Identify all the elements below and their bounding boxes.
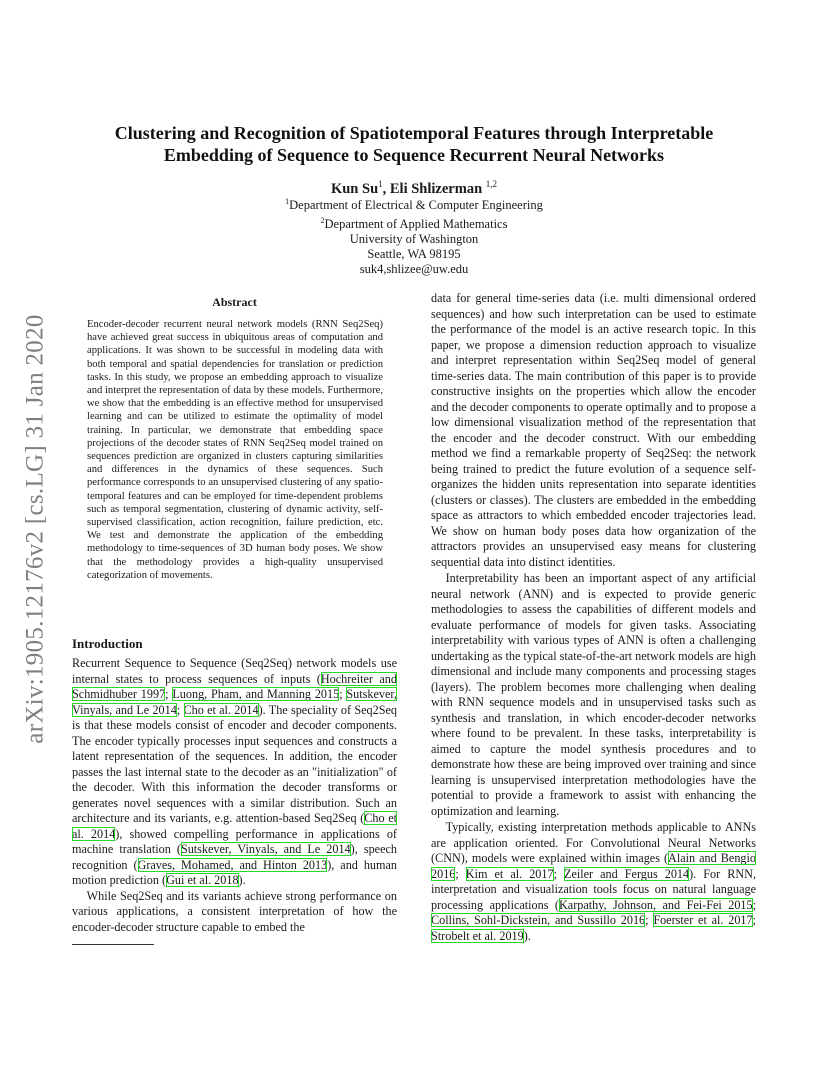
- paper-title: [80, 122, 748, 166]
- university: University of Washington: [349, 232, 479, 247]
- body-text: ). For RNN, interpretation and visualization tools focus on natural language processing applications (: [431, 866, 756, 912]
- author-2-affil-mark: 1,2: [485, 179, 498, 189]
- intro-paragraph-2: While Seq2Seq and its variants achieve strong performance on various applications, a consistent interpretation of how the encoder-decoder structure capable to embed the: [72, 888, 397, 934]
- footnote-rule: [72, 944, 154, 945]
- citation-link[interactable]: Foerster et al. 2017: [653, 913, 753, 927]
- citation-link[interactable]: Gui et al. 2018: [166, 873, 239, 887]
- citation-link[interactable]: Sutskever, Vinyals, and Le 2014: [72, 687, 398, 717]
- right-paragraph-3: [431, 820, 756, 944]
- abstract-heading: Abstract: [212, 295, 257, 309]
- affiliation-2: [80, 213, 748, 232]
- citation-link[interactable]: Sutskever, Vinyals, and Le 2014: [180, 842, 351, 856]
- body-text: ;: [455, 866, 466, 881]
- body-text: Typically, existing interpretation methods applicable to ANNs are application oriented. For Convolutional Neural Networks (CNN), models were explained within images (: [431, 820, 756, 865]
- affiliation-1-mark: 1: [285, 197, 290, 206]
- intro-paragraph-1: [72, 656, 397, 889]
- affiliation-2-text: Department of Applied Mathematics: [324, 217, 508, 232]
- right-column-body: [431, 291, 756, 944]
- affiliations: [80, 194, 748, 277]
- intro-text: ;: [165, 687, 173, 701]
- affiliation-1-text: Department of Electrical & Computer Engineering: [289, 198, 543, 213]
- intro-text: Recurrent Sequence to Sequence (Seq2Seq) network models use internal states to process sequences of inputs (: [72, 656, 397, 686]
- body-text: ;: [553, 866, 564, 881]
- citation-link[interactable]: Cho et al. 2014: [183, 702, 259, 717]
- intro-text: ). The speciality of Seq2Seq is that these models consist of encoder and decoder components. The encoder typically processes input sequences and constructs a latent representation of the sequences. In addition, the encoder passes the last internal state to the decoder as an "initialization" of the decoder. With this information the decoder transforms or generates novel sequences with a similar distribution. Such an architecture and its variants, e.g. attention-based Seq2Seq (: [72, 702, 397, 825]
- citation-link[interactable]: Hochreiter and Schmidhuber 1997: [72, 671, 397, 701]
- intro-text: ;: [176, 702, 184, 717]
- intro-text: ).: [238, 873, 246, 887]
- citation-link[interactable]: Graves, Mohamed, and Hinton 2013: [137, 857, 328, 872]
- citation-link[interactable]: Strobelt et al. 2019: [431, 928, 524, 943]
- body-text: ;: [645, 913, 654, 927]
- citation-link[interactable]: Cho et al. 2014: [72, 811, 397, 841]
- right-paragraph-2: Interpretability has been an important aspect of any artificial neural network (ANN) and is expected to provide generic methodologies to assess the capabilities of different models and evaluate performance of models for given tasks. Associating interpretability with various types of ANN is often a challenging undertaking as the typical state-of-the-art network models are high dimensional and include many components and processing stages (layers). The problem becomes more challenging when dealing with RNN sequence models and in unsupervised tasks such as synthesis and translation, in which encoder-decoder networks where found to be prevalent. In these tasks, interpretability is aimed to capture the model synthesis procedures and to demonstrate how these are being improved over training and since learning is unsupervised interpretation methodologies have the potential to provide a framework to assist with enhancing the optimization and learning.: [431, 571, 756, 818]
- affiliation-2-mark: 2: [320, 216, 325, 226]
- intro-text: ), and human motion prediction (: [72, 857, 398, 887]
- email: suk4,shlizee@uw.edu: [359, 262, 469, 277]
- author-2-name: Eli Shlizerman: [389, 180, 486, 197]
- introduction-heading: Introduction: [72, 636, 143, 651]
- citation-link[interactable]: Alain and Bengio 2016: [431, 851, 756, 881]
- title-line-2: Embedding of Sequence to Sequence Recurrent Neural Networks: [163, 145, 665, 165]
- introduction-body: [72, 656, 397, 935]
- arxiv-id-text: arXiv:1905.12176v2 [cs.LG] 31 Jan 2020: [22, 314, 49, 744]
- abstract-text: Encoder-decoder recurrent neural network models (RNN Seq2Seq) have achieved great success in ubiquitous areas of computation and applications. It was shown to be successful in modeling data with both temporal and spatial dependencies for translation or prediction tasks. In this study, we propose an embedding approach to visualize and interpret the representation of data by these models. Furthermore, we show that the embedding is an effective method for unsupervised learning and can be utilized to estimate the optimality of model training. In particular, we demonstrate that embedding space projections of the decoder states of RNN Seq2Seq model trained on sequences prediction are organized in clusters capturing similarities and differences in the dynamics of these sequences. Such performance corresponds to an unsupervised clustering of any spatio-temporal features and can be employed for time-dependent problems such as temporal segmentation, clustering of dynamic activity, self-supervised classification, action recognition, failure prediction, etc. We test and demonstrate the application of the embedding methodology to time-sequences of 3D human body poses. We show that the methodology provides a high-quality unsupervised categorization of movements.: [87, 319, 383, 581]
- citation-link[interactable]: Kim et al. 2017: [465, 866, 554, 881]
- intro-text: ;: [339, 687, 347, 701]
- body-text: ;: [752, 897, 757, 912]
- citation-link[interactable]: Collins, Sohl-Dickstein, and Sussillo 2016: [431, 913, 646, 927]
- intro-text: ), showed compelling performance in applications of machine translation (: [72, 826, 397, 856]
- right-paragraph-1: data for general time-series data (i.e. multi dimensional ordered sequences) and how such interpretation can be used to estimate the performance of the model is an active research topic. In this paper, we propose a dimension reduction approach to visualize and interpret representation within Seq2Seq model of general time-series data. The main contribution of this paper is to provide constructive insights on the properties which allow the encoder and the decoder components to operate optimally and to propose a low dimensional visualization method of the representation that the encoder and the decoder construct. With our embedding method we find a remarkable property of Seq2Seq: the network being trained to predict the future evolution of a sequence self-organizes the hidden units representation into separate identities (clusters or classes). The clusters are embedded in the embedding space as attractors to which embedded encoder trajectories lead. We show on human body poses data how organization of the attractors provides an unsupervised easy means for clustering sequential data into distinct identities.: [431, 291, 756, 569]
- body-text: ).: [523, 928, 531, 943]
- intro-text: ), speech recognition (: [72, 842, 397, 872]
- body-text: ;: [752, 913, 756, 927]
- city: Seattle, WA 98195: [367, 247, 461, 262]
- affiliation-1: [80, 194, 748, 213]
- citation-link[interactable]: Zeiler and Fergus 2014: [564, 866, 690, 881]
- author-1-name: Kun Su: [330, 180, 379, 197]
- arxiv-identifier-stamp: [19, 292, 53, 766]
- title-line-1: Clustering and Recognition of Spatiotemporal Features through Interpretable: [114, 123, 714, 143]
- author-separator: ,: [382, 180, 390, 197]
- citation-link[interactable]: Karpathy, Johnson, and Fei-Fei 2015: [559, 897, 753, 912]
- citation-link[interactable]: Luong, Pham, and Manning 2015: [172, 687, 340, 701]
- author-1-affil-mark: 1: [378, 179, 383, 189]
